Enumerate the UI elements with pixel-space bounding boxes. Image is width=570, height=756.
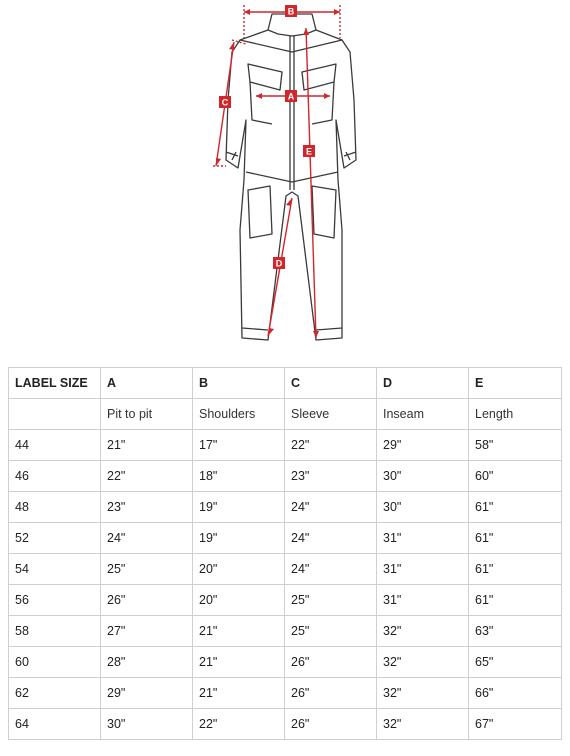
marker-e: E — [305, 146, 313, 157]
marker-a: A — [287, 91, 295, 102]
sleeve-cell: 24" — [285, 554, 377, 585]
pit-to-pit-cell: 26" — [101, 585, 193, 616]
sleeve-cell: 26" — [285, 709, 377, 740]
header-c: C — [285, 368, 377, 399]
shoulders-cell: 20" — [193, 585, 285, 616]
inseam-cell: 31" — [377, 523, 469, 554]
subheader-label-size — [9, 399, 101, 430]
pit-to-pit-cell: 21" — [101, 430, 193, 461]
inseam-cell: 31" — [377, 585, 469, 616]
size-cell: 54 — [9, 554, 101, 585]
size-cell: 52 — [9, 523, 101, 554]
size-cell: 44 — [9, 430, 101, 461]
table-row — [9, 523, 562, 554]
length-cell: 67" — [469, 709, 562, 740]
subheader-sleeve: Sleeve — [285, 399, 377, 430]
shoulders-cell: 19" — [193, 523, 285, 554]
shoulders-cell: 21" — [193, 616, 285, 647]
sleeve-cell: 26" — [285, 678, 377, 709]
sleeve-cell: 25" — [285, 616, 377, 647]
sleeve-cell: 26" — [285, 647, 377, 678]
length-cell: 58" — [469, 430, 562, 461]
header-row — [9, 368, 562, 399]
header-a: A — [101, 368, 193, 399]
size-cell: 64 — [9, 709, 101, 740]
table-row — [9, 554, 562, 585]
coverall-measurement-diagram — [0, 0, 570, 350]
header-e: E — [469, 368, 562, 399]
inseam-cell: 30" — [377, 492, 469, 523]
size-cell: 56 — [9, 585, 101, 616]
sleeve-cell: 24" — [285, 523, 377, 554]
marker-d: D — [275, 258, 283, 269]
size-cell: 48 — [9, 492, 101, 523]
measure-lines — [213, 5, 340, 338]
table-row — [9, 585, 562, 616]
coverall-illustration — [0, 0, 570, 350]
size-cell: 46 — [9, 461, 101, 492]
table-row — [9, 647, 562, 678]
table-row — [9, 709, 562, 740]
table-row — [9, 616, 562, 647]
sleeve-cell: 25" — [285, 585, 377, 616]
pit-to-pit-cell: 22" — [101, 461, 193, 492]
pit-to-pit-cell: 29" — [101, 678, 193, 709]
subheader-row — [9, 399, 562, 430]
pit-to-pit-cell: 25" — [101, 554, 193, 585]
header-b: B — [193, 368, 285, 399]
subheader-inseam: Inseam — [377, 399, 469, 430]
length-cell: 60" — [469, 461, 562, 492]
size-cell: 58 — [9, 616, 101, 647]
table-row — [9, 492, 562, 523]
header-d: D — [377, 368, 469, 399]
size-chart-table — [8, 367, 562, 740]
pit-to-pit-cell: 30" — [101, 709, 193, 740]
shoulders-cell: 20" — [193, 554, 285, 585]
length-cell: 61" — [469, 492, 562, 523]
subheader-length: Length — [469, 399, 562, 430]
subheader-shoulders: Shoulders — [193, 399, 285, 430]
table-row — [9, 461, 562, 492]
size-cell: 60 — [9, 647, 101, 678]
sleeve-cell: 24" — [285, 492, 377, 523]
pit-to-pit-cell: 28" — [101, 647, 193, 678]
length-cell: 61" — [469, 523, 562, 554]
pit-to-pit-cell: 24" — [101, 523, 193, 554]
pit-to-pit-cell: 23" — [101, 492, 193, 523]
marker-b: B — [287, 6, 295, 17]
shoulders-cell: 18" — [193, 461, 285, 492]
inseam-cell: 32" — [377, 678, 469, 709]
size-cell: 62 — [9, 678, 101, 709]
pit-to-pit-cell: 27" — [101, 616, 193, 647]
inseam-cell: 31" — [377, 554, 469, 585]
inseam-cell: 32" — [377, 647, 469, 678]
shoulders-cell: 22" — [193, 709, 285, 740]
subheader-pit-to-pit: Pit to pit — [101, 399, 193, 430]
shoulders-cell: 19" — [193, 492, 285, 523]
table-row — [9, 678, 562, 709]
length-cell: 61" — [469, 585, 562, 616]
inseam-cell: 32" — [377, 709, 469, 740]
shoulders-cell: 17" — [193, 430, 285, 461]
length-cell: 65" — [469, 647, 562, 678]
shoulders-cell: 21" — [193, 647, 285, 678]
shoulders-cell: 21" — [193, 678, 285, 709]
inseam-cell: 32" — [377, 616, 469, 647]
table-row — [9, 430, 562, 461]
length-cell: 66" — [469, 678, 562, 709]
coverall-outline — [226, 14, 356, 340]
marker-c: C — [221, 97, 229, 108]
header-label-size: LABEL SIZE — [9, 368, 101, 399]
inseam-cell: 29" — [377, 430, 469, 461]
length-cell: 61" — [469, 554, 562, 585]
sleeve-cell: 23" — [285, 461, 377, 492]
length-cell: 63" — [469, 616, 562, 647]
sleeve-cell: 22" — [285, 430, 377, 461]
inseam-cell: 30" — [377, 461, 469, 492]
